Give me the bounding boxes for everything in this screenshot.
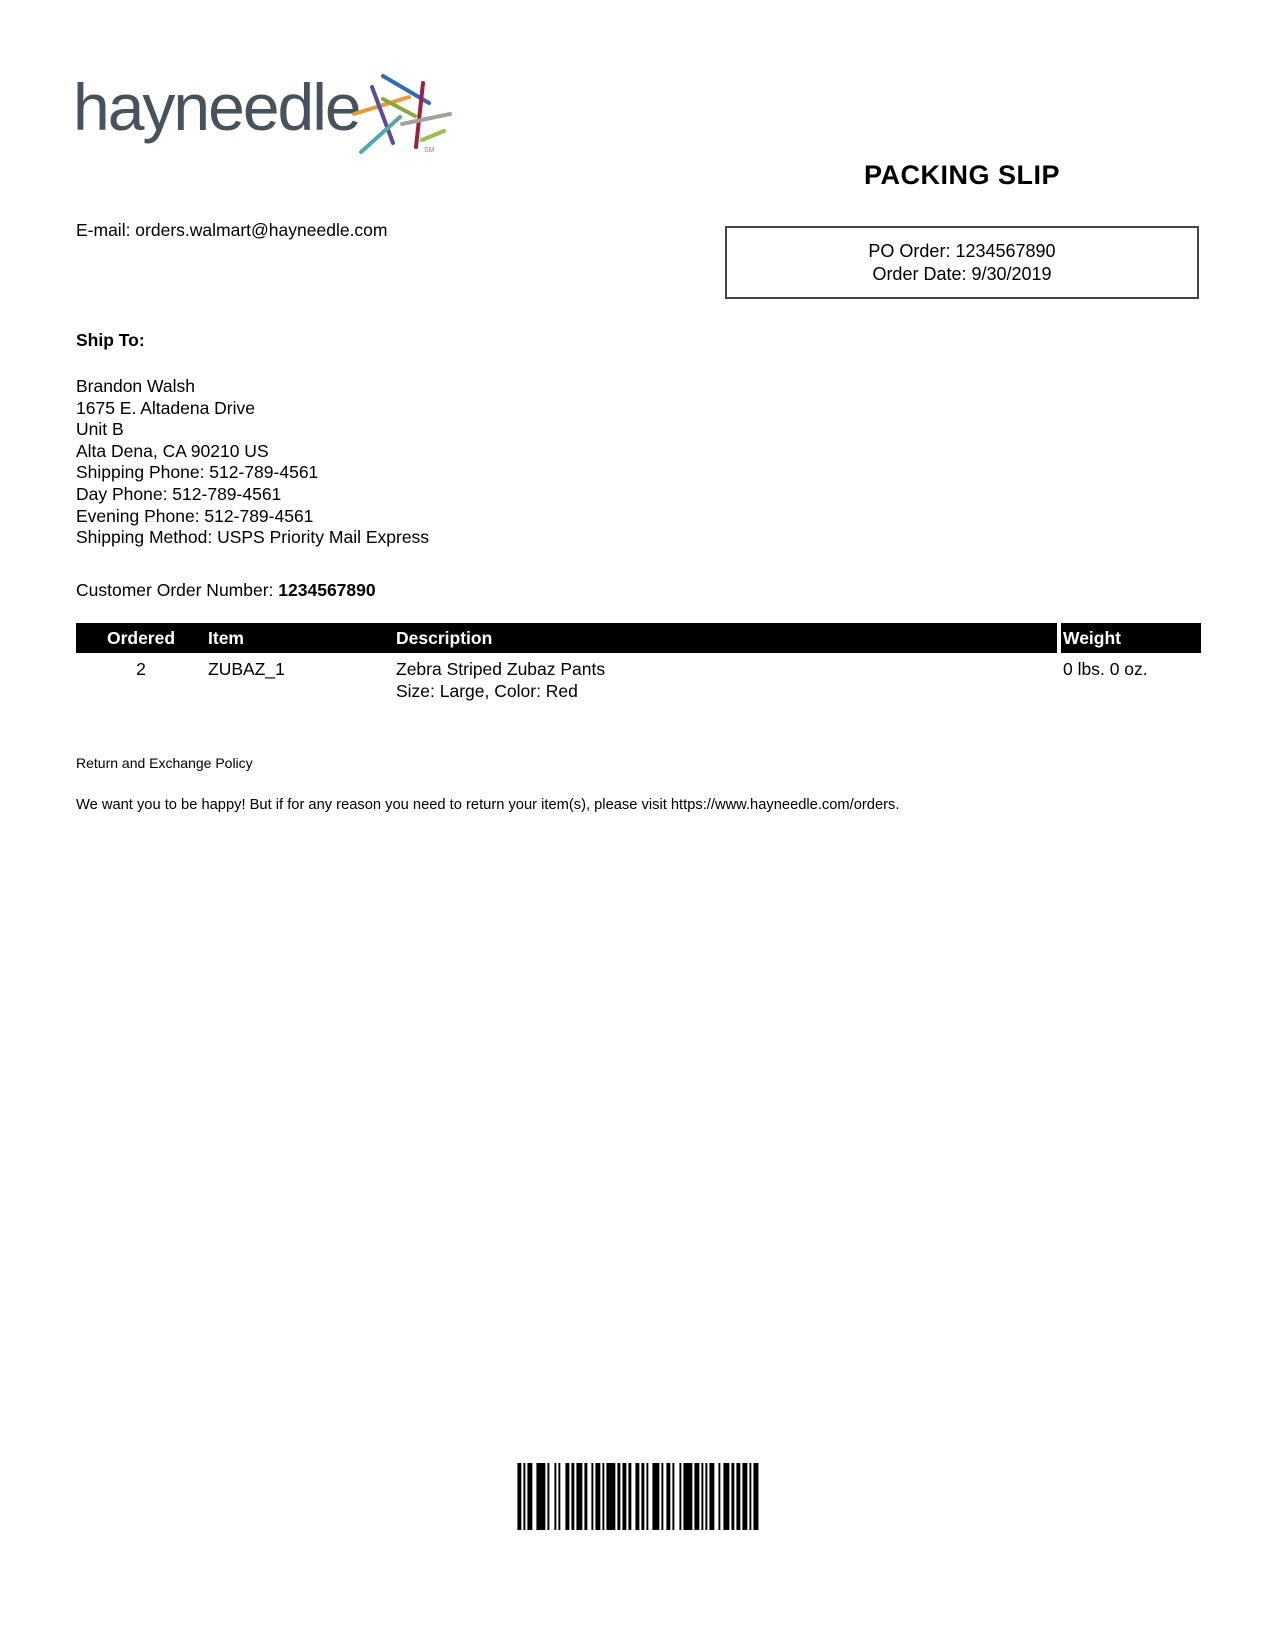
pickup-sticks-icon xyxy=(348,58,466,170)
address-line-shipping-phone: Shipping Phone: 512-789-4561 xyxy=(76,462,319,483)
po-order-box xyxy=(725,226,1199,299)
table-header-row xyxy=(76,623,1201,653)
stick-gray xyxy=(402,114,450,124)
hayneedle-logo-wordmark: hayneedle xyxy=(73,70,360,144)
address-line-evening-phone: Evening Phone: 512-789-4561 xyxy=(76,505,314,526)
address-line-day-phone: Day Phone: 512-789-4561 xyxy=(76,483,282,504)
ship-to-heading: Ship To: xyxy=(76,330,145,350)
column-header-item: Item xyxy=(206,623,394,653)
address-line-city-state-zip: Alta Dena, CA 90210 US xyxy=(76,440,269,461)
customer-order-line xyxy=(76,580,376,601)
table-row xyxy=(76,653,1201,703)
item-ordered-qty: 2 xyxy=(136,659,146,679)
customer-order-number: 1234567890 xyxy=(278,580,376,600)
email-line: E-mail: orders.walmart@hayneedle.com xyxy=(76,220,388,240)
return-policy-text: We want you to be happy! But if for any reason you need to return your item(s), please visit https://www.hayneedle.com/orders. xyxy=(76,797,900,813)
item-sku: ZUBAZ_1 xyxy=(208,659,285,679)
item-description-variant: Size: Large, Color: Red xyxy=(396,680,578,701)
stick-light-green xyxy=(422,131,444,140)
item-description xyxy=(394,653,1057,703)
address-line-shipping-method: Shipping Method: USPS Priority Mail Express xyxy=(76,527,430,548)
address-line-name: Brandon Walsh xyxy=(76,376,195,396)
column-header-ordered: Ordered xyxy=(76,623,206,653)
column-header-description: Description xyxy=(394,623,1057,653)
column-header-weight: Weight xyxy=(1057,623,1201,653)
ship-to-address xyxy=(76,376,429,549)
return-policy-heading: Return and Exchange Policy xyxy=(76,755,253,771)
address-line-street: 1675 E. Altadena Drive xyxy=(76,397,256,418)
order-items-table xyxy=(76,623,1201,703)
order-date-line: Order Date: 9/30/2019 xyxy=(872,263,1052,284)
stick-maroon xyxy=(416,83,423,147)
page-title: PACKING SLIP xyxy=(863,160,1060,190)
stick-teal xyxy=(361,117,400,152)
address-line-unit: Unit B xyxy=(76,419,124,440)
item-description-title: Zebra Striped Zubaz Pants xyxy=(396,659,606,679)
barcode xyxy=(517,1463,758,1530)
po-order-line: PO Order: 1234567890 xyxy=(868,240,1056,261)
trademark-sm-label: SM xyxy=(424,147,435,154)
item-weight: 0 lbs. 0 oz. xyxy=(1063,659,1148,679)
customer-order-label: Customer Order Number: xyxy=(76,580,279,600)
